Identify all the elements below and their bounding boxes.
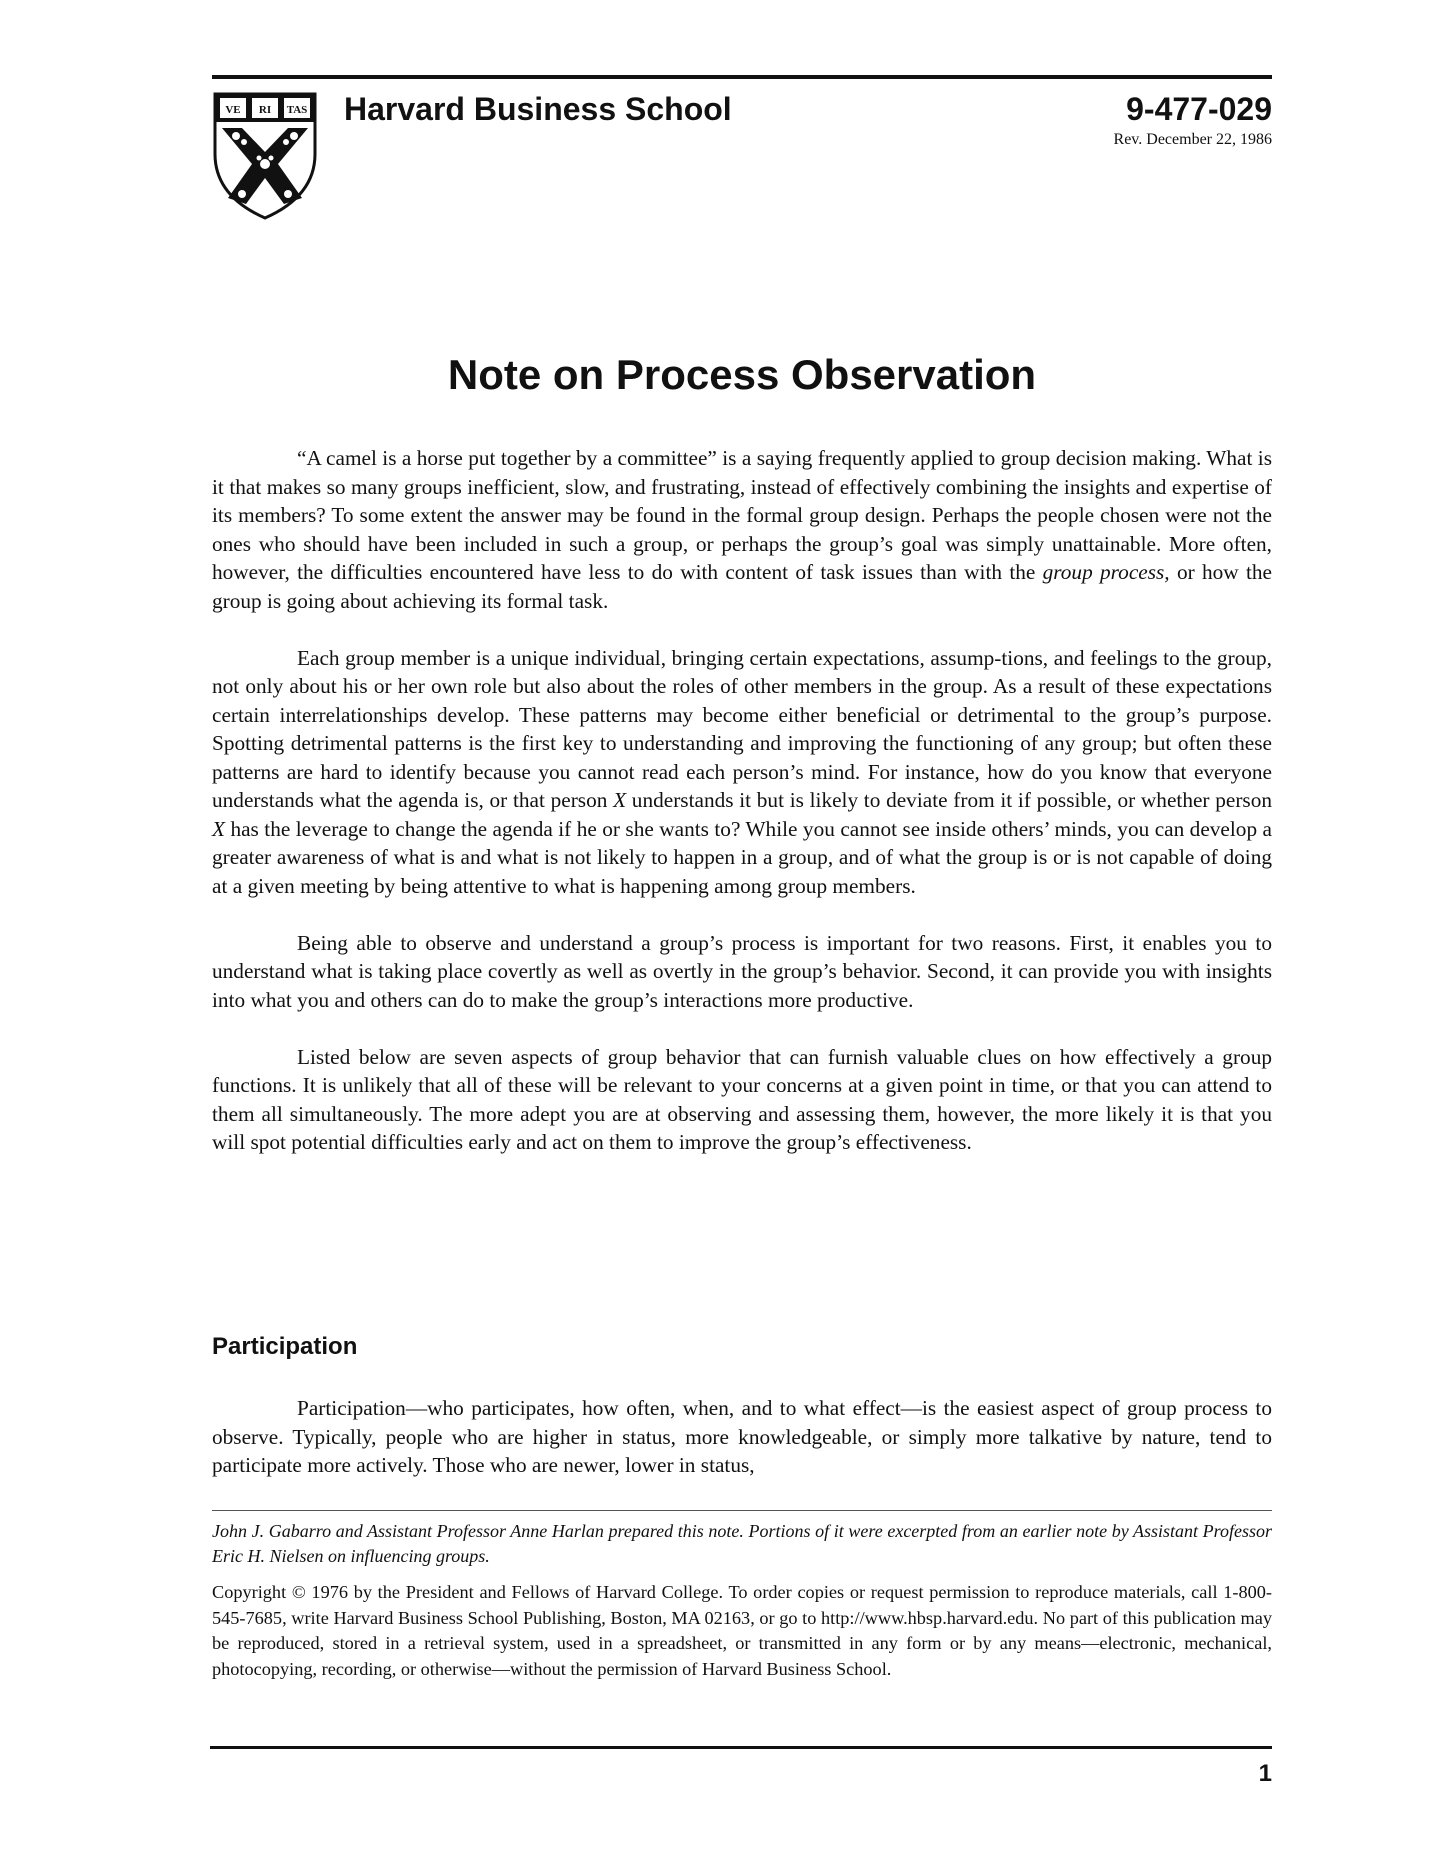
- school-name: Harvard Business School: [344, 91, 732, 127]
- shield-word-1: VE: [225, 104, 241, 116]
- case-number: 9-477-029: [1126, 91, 1272, 127]
- harvard-shield-logo: [212, 92, 318, 220]
- page-number: 1: [1258, 1760, 1272, 1787]
- paragraph-participation: Participation—who participates, how often, when, and to what effect—is the easiest aspect of group process to observe. Typically, people who are higher in status, more knowledgeable, or simply more talkative by nature, tend to participate more actively. Those who are newer, lower in status,: [212, 1396, 1272, 1477]
- paragraph-4: Listed below are seven aspects of group behavior that can furnish valuable clues on how effectively a group functions. It is unlikely that all of these will be relevant to your concerns at a given point in time, or that you can attend to them all simultaneously. The more adept you are at observing and assessing them, however, the more likely it is that you will spot potential difficulties early and act on them to improve the group’s effectiveness.: [212, 1044, 1272, 1154]
- author-note: John J. Gabarro and Assistant Professor Anne Harlan prepared this note. Portions of it were excerpted from an earlier note by Assistant Professor Eric H. Nielsen on influencing groups.: [212, 1521, 1272, 1566]
- revision-date: Rev. December 22, 1986: [1113, 131, 1272, 148]
- section-heading-participation: Participation: [212, 1333, 358, 1360]
- document-title: Note on Process Observation: [447, 351, 1037, 398]
- paragraph-3: Being able to observe and understand a group’s process is important for two reasons. First, it enables you to understand what is taking place covertly as well as overtly in the group’s behavior. Second, it can provide you with insights into what you and others can do to make the group’s interactions more productive.: [212, 930, 1272, 1012]
- footnote-rule: [212, 1510, 1272, 1511]
- shield-word-3: TAS: [286, 104, 308, 116]
- body-text: [212, 444, 1272, 1157]
- paragraph-2: Each group member is a unique individual, bringing certain expectations, assump-tions, and feelings to the group, not only about his or her own role but also about the roles of other members in the group. As a result of these expectations certain interrelationships develop. These patterns may become either beneficial or detrimental to the group’s purpose. Spotting detrimental patterns is the first key to understanding and improving the functioning of any group; but often these patterns are hard to identify because you cannot read each person’s mind. For instance, how do you know that everyone understands what the agenda is, or that person X understands it but is likely to deviate from it if possible, or whether person X has the leverage to change the agenda if he or she wants to? While you cannot see inside others’ minds, you can develop a greater awareness of what is and what is not likely to happen in a group, and of what the group is or is not capable of doing at a given meeting by being attentive to what is happening among group members.: [212, 645, 1272, 898]
- copyright-notice: Copyright © 1976 by the President and Fellows of Harvard College. To order copies or request permission to reproduce materials, call 1-800-545-7685, write Harvard Business School Publishing, Boston, MA 02163, or go to http://www.hbsp.harvard.edu. No part of this publication may be reproduced, stored in a retrieval system, used in a spreadsheet, or transmitted in any form or by any means—electronic, mechanical, photocopying, recording, or otherwise—without the permission of Harvard Business School.: [212, 1582, 1272, 1679]
- footer-rule: [210, 1746, 1272, 1749]
- paragraph-1: “A camel is a horse put together by a committee” is a saying frequently applied to group decision making. What is it that makes so many groups inefficient, slow, and frustrating, instead of effectively combining the insights and expertise of its members? To some extent the answer may be found in the formal group design. Perhaps the people chosen were not the ones who should have been included in such a group, or perhaps the group’s goal was simply unattainable. More often, however, the difficulties encountered have less to do with content of task issues than with the group process, or how the group is going about achieving its formal task.: [212, 446, 1272, 613]
- section-body: [212, 1394, 1272, 1480]
- header-rule: [212, 75, 1272, 79]
- shield-word-2: RI: [258, 104, 272, 116]
